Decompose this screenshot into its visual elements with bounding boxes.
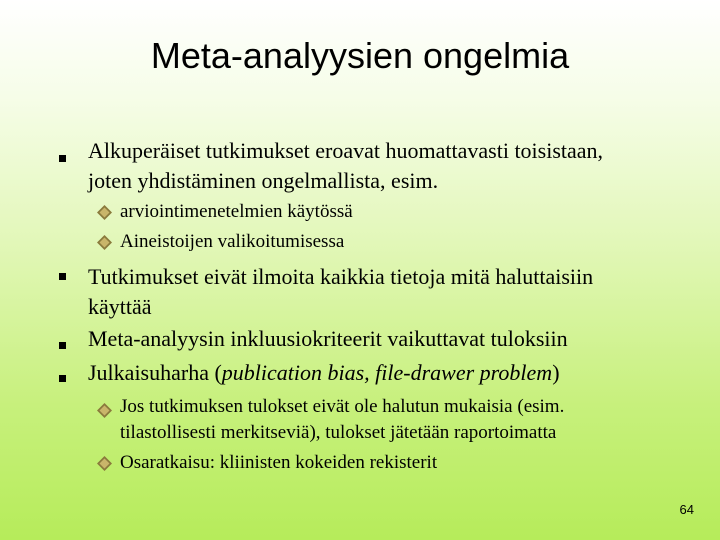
diamond-bullet-icon [97,205,112,220]
bullet-4-subitem-2: Osaratkaisu: kliinisten kokeiden rekisterit [120,452,438,473]
bullet-3-line-1: Meta-analyysin inkluusiokriteerit vaikuttavat tuloksiin [88,326,568,351]
diamond-bullet-icon [97,235,112,250]
bullet-2-text [88,262,688,322]
bullet-2-line-1: Tutkimukset eivät ilmoita kaikkia tietoja mitä haluttaisiin [88,264,594,289]
square-bullet-icon [59,155,66,162]
bullet-1-line-2: joten yhdistäminen ongelmallista, esim. [88,168,439,193]
page-number: 64 [679,502,694,517]
diamond-bullet-icon [97,403,112,418]
square-bullet-icon [59,375,66,382]
bullet-1-subitem-2: Aineistoijen valikoitumisessa [120,231,345,252]
bullet-3-text [88,324,688,354]
bullet-1-line-1: Alkuperäiset tutkimukset eroavat huomattavasti toisistaan, [88,138,604,163]
bullet-1-text [88,136,688,196]
square-bullet-icon [59,342,66,349]
bullet-4-text-before: Julkaisuharha ( [88,360,222,385]
square-bullet-icon [59,273,66,280]
bullet-2-line-2: käyttää [88,294,152,319]
bullet-4-subitem-1-line-2: tilastollisesti merkitseviä), tulokset jätetään raportoimatta [120,422,557,443]
bullet-4-subitem-1 [120,394,680,446]
bullet-1-subitem-1: arviointimenetelmien käytössä [120,201,353,222]
slide-title: Meta-analyysien ongelmia [150,35,570,76]
bullet-4-text-after: ) [552,360,560,385]
diamond-bullet-icon [97,456,112,471]
bullet-4-subitem-1-line-1: Jos tutkimuksen tulokset eivät ole halutun mukaisia (esim. [120,396,565,417]
bullet-4-text [88,358,688,388]
bullet-4-text-italic: publication bias, file-drawer problem [221,360,553,385]
